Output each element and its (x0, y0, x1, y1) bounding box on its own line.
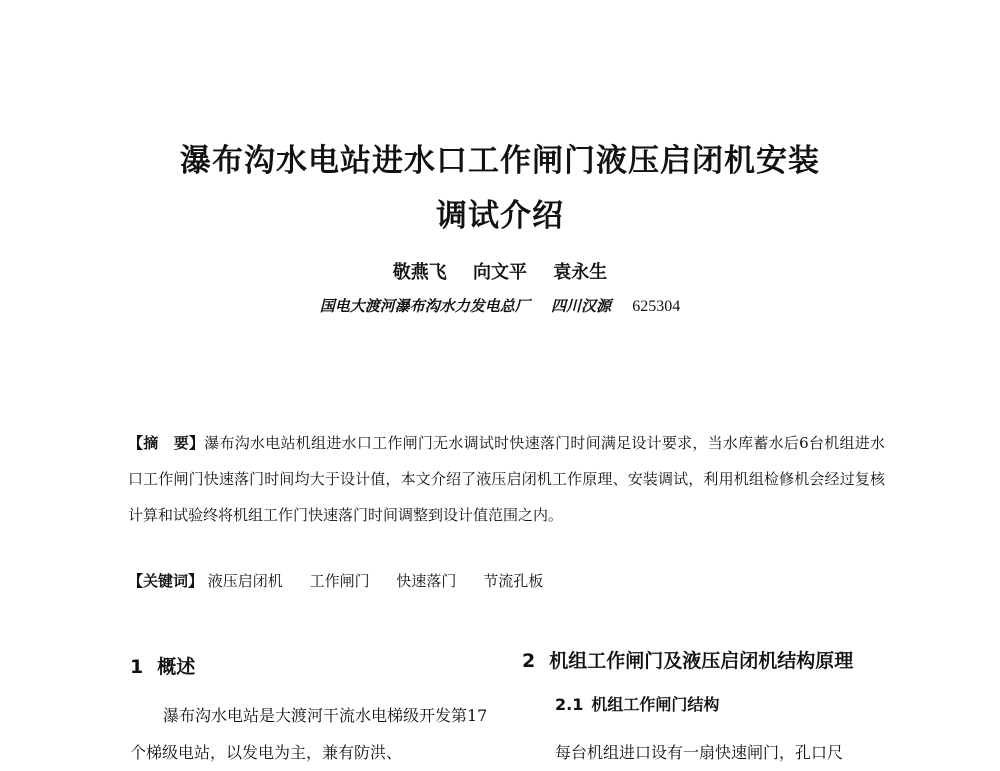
author-list (0, 258, 1000, 284)
abstract-label: 【摘 要】 (128, 434, 205, 452)
paper-title-line-2: 调试介绍 (436, 198, 564, 234)
left-column (130, 697, 502, 771)
section-1-heading (130, 652, 195, 679)
section-title: 机组工作闸门及液压启闭机结构原理 (549, 650, 854, 672)
keyword: 液压启闭机 (207, 572, 283, 590)
keyword: 快速落门 (396, 572, 457, 590)
author-name: 敬燕飞 (392, 262, 447, 283)
subsection-number: 2.1 (555, 695, 584, 714)
subsection-2-1-heading (555, 692, 719, 715)
paper-title-line-1: 瀑布沟水电站进水口工作闸门液压启闭机安装 (180, 143, 820, 179)
section-1-paragraph: 瀑布沟水电站是大渡河干流水电梯级开发第17个梯级电站，以发电为主，兼有防洪、 (130, 706, 488, 762)
section-number: 1 (130, 656, 144, 678)
section-2-heading (522, 646, 853, 673)
abstract (128, 425, 885, 533)
author-name: 向文平 (473, 262, 527, 283)
keyword: 节流孔板 (483, 572, 544, 590)
subsection-2-1-paragraph: 每台机组进口设有一扇快速闸门，孔口尺 (555, 743, 844, 762)
affiliation (0, 295, 1000, 316)
section-title: 概述 (157, 656, 196, 678)
keywords-label: 【关键词】 (128, 572, 204, 590)
abstract-text: 瀑布沟水电站机组进水口工作闸门无水调试时快速落门时间满足设计要求，当水库蓄水后6台机组进水口工作闸门快速落门时间均大于设计值，本文介绍了液压启闭机工作原理、安装调试，利用机组检修机会经过复核计算和试验终将机组工作门快速落门时间调整到设计值范围之内。 (128, 434, 885, 524)
affiliation-place: 四川汉源 (551, 297, 612, 315)
subsection-title: 机组工作闸门结构 (591, 695, 720, 714)
section-number: 2 (522, 650, 536, 672)
affiliation-postcode: 625304 (632, 298, 681, 315)
keyword: 工作闸门 (309, 572, 370, 590)
affiliation-org: 国电大渡河瀑布沟水力发电总厂 (319, 297, 530, 315)
right-column (555, 734, 895, 771)
keywords (128, 570, 565, 591)
author-name: 袁永生 (553, 262, 608, 283)
